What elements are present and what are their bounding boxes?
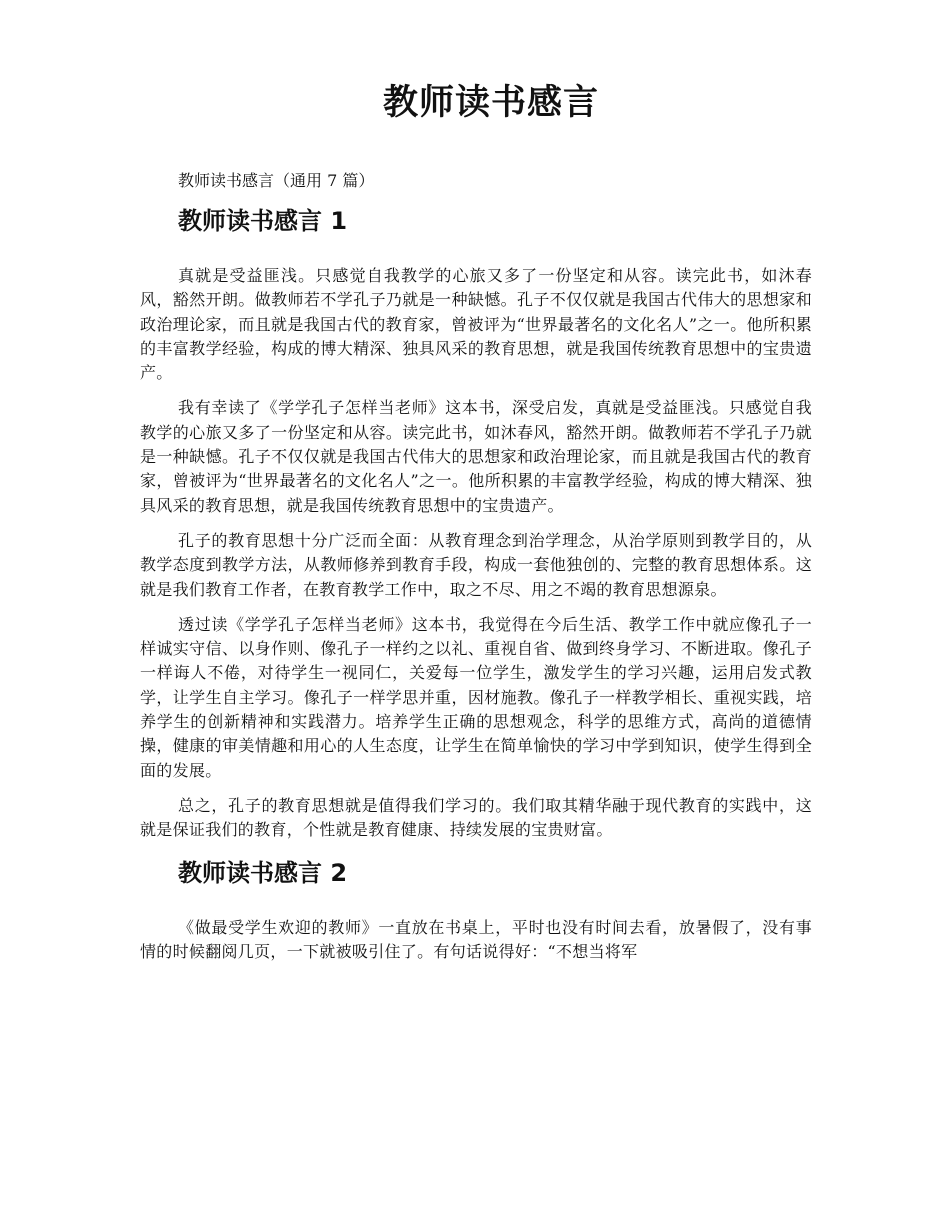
paragraph: 我有幸读了《学学孔子怎样当老师》这本书，深受启发，真就是受益匪浅。只感觉自我教学的心旅又多了一份坚定和从容。读完此书，如沐春风，豁然开朗。做教师若不学孔子乃就是一种缺憾。孔子不仅仅就是我国古代伟大的思想家和政治理论家，而且就是我国古代的教育家，曾被评为“世界最著名的文化名人”之一。他所积累的丰富教学经验，构成的博大精深、独具风采的教育思想，就是我国传统教育思想中的宝贵遗产。 bbox=[140, 398, 812, 515]
document-title: 教师读书感言 bbox=[382, 83, 599, 123]
paragraph: 总之，孔子的教育思想就是值得我们学习的。我们取其精华融于现代教育的实践中，这就是保证我们的教育，个性就是教育健康、持续发展的宝贵财富。 bbox=[140, 795, 812, 840]
section-heading-2: 教师读书感言 2 bbox=[178, 858, 348, 887]
paragraph: 孔子的教育思想十分广泛而全面：从教育理念到治学理念，从治学原则到教学目的，从教学态度到教学方法，从教师修养到教育手段，构成一套他独创的、完整的教育思想体系。这就是我们教育工作者，在教育教学工作中，取之不尽、用之不竭的教育思想源泉。 bbox=[140, 530, 812, 599]
document-subtitle: 教师读书感言（通用 7 篇） bbox=[178, 171, 375, 190]
paragraph: 《做最受学生欢迎的教师》一直放在书桌上，平时也没有时间去看，放暑假了，没有事情的时候翻阅几页，一下就被吸引住了。有句话说得好：“不想当将军 bbox=[140, 917, 812, 961]
section-heading-1: 教师读书感言 1 bbox=[178, 207, 348, 235]
paragraph: 透过读《学学孔子怎样当老师》这本书，我觉得在今后生活、教学工作中就应像孔子一样诚实守信、以身作则、像孔子一样约之以礼、重视自省、做到终身学习、不断进取。像孔子一样诲人不倦，对待学生一视同仁，关爱每一位学生，激发学生的学习兴趣，运用启发式教学，让学生自主学习。像孔子一样学思并重，因材施教。像孔子一样教学相长、重视实践，培养学生的创新精神和实践潜力。培养学生正确的思想观念，科学的思维方式，高尚的道德情操，健康的审美情趣和用心的人生态度，让学生在简单愉快的学习中学到知识，使学生得到全面的发展。 bbox=[140, 614, 812, 780]
paragraph: 真就是受益匪浅。只感觉自我教学的心旅又多了一份坚定和从容。读完此书，如沐春风，豁然开朗。做教师若不学孔子乃就是一种缺憾。孔子不仅仅就是我国古代伟大的思想家和政治理论家，而且就是我国古代的教育家，曾被评为“世界最著名的文化名人”之一。他所积累的丰富教学经验，构成的博大精深、独具风采的教育思想，就是我国传统教育思想中的宝贵遗产。 bbox=[140, 266, 812, 383]
document-body bbox=[140, 168, 812, 975]
